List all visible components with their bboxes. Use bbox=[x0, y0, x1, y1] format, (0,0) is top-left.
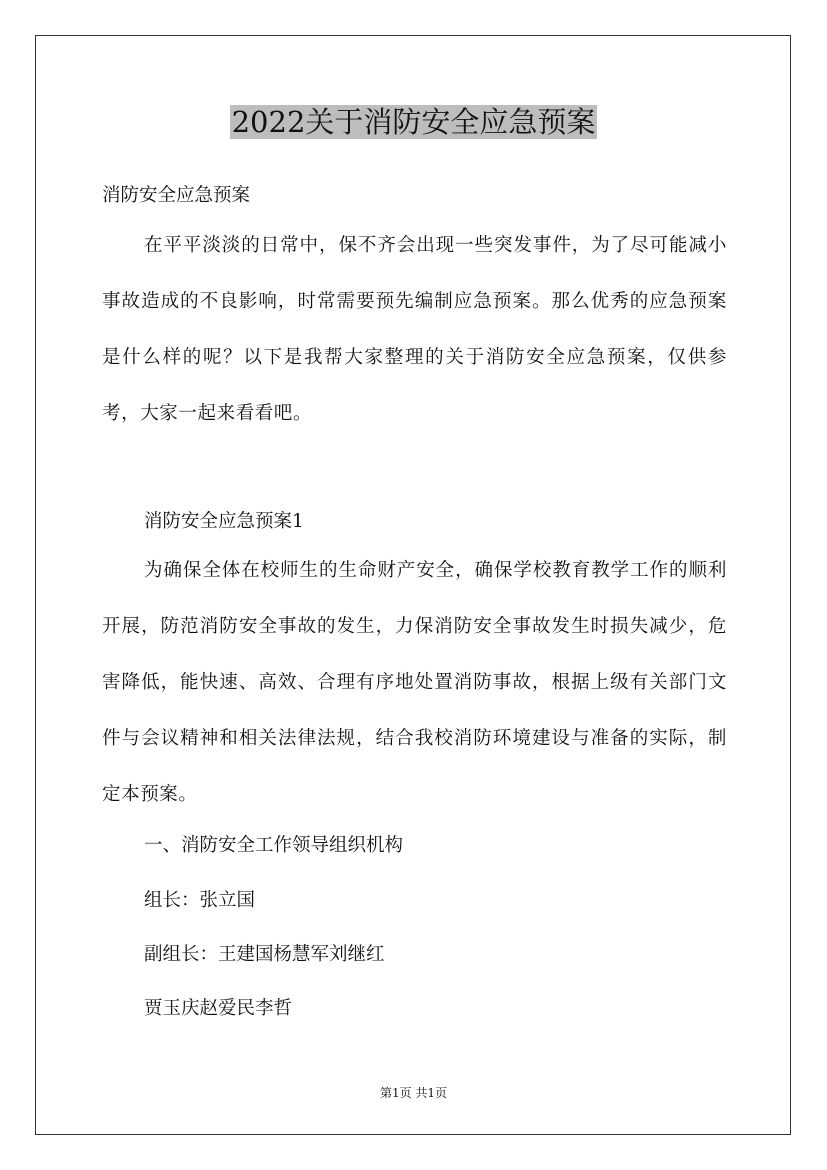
document-title: 2022关于消防安全应急预案 bbox=[231, 105, 596, 139]
deputy-line: 副组长：王建国杨慧军刘继红 bbox=[144, 944, 385, 965]
section-body-paragraph: 为确保全体在校师生的生命财产安全，确保学校教育教学工作的顺利开展，防范消防安全事故的发生，力保消防安全事故发生时损失减少，危害降低，能快速、高效、合理有序地处置消防事故，根据上级有关部门文件与会议精神和相关法律法规，结合我校消防环境建设与准备的实际，制定本预案。 bbox=[102, 560, 727, 805]
document-subtitle: 消防安全应急预案 bbox=[102, 185, 251, 206]
leader-line: 组长：张立国 bbox=[144, 890, 256, 911]
section-heading: 消防安全应急预案1 bbox=[144, 511, 304, 532]
document-title-wrap bbox=[0, 100, 827, 144]
org-heading: 一、消防安全工作领导组织机构 bbox=[144, 835, 404, 856]
members-line: 贾玉庆赵爱民李哲 bbox=[144, 998, 293, 1019]
intro-paragraph: 在平平淡淡的日常中，保不齐会出现一些突发事件，为了尽可能减小事故造成的不良影响，时常需要预先编制应急预案。那么优秀的应急预案是什么样的呢？以下是我帮大家整理的关于消防安全应急预案，仅供参考，大家一起来看看吧。 bbox=[102, 235, 727, 424]
page-footer: 第1页 共1页 bbox=[379, 1086, 448, 1100]
